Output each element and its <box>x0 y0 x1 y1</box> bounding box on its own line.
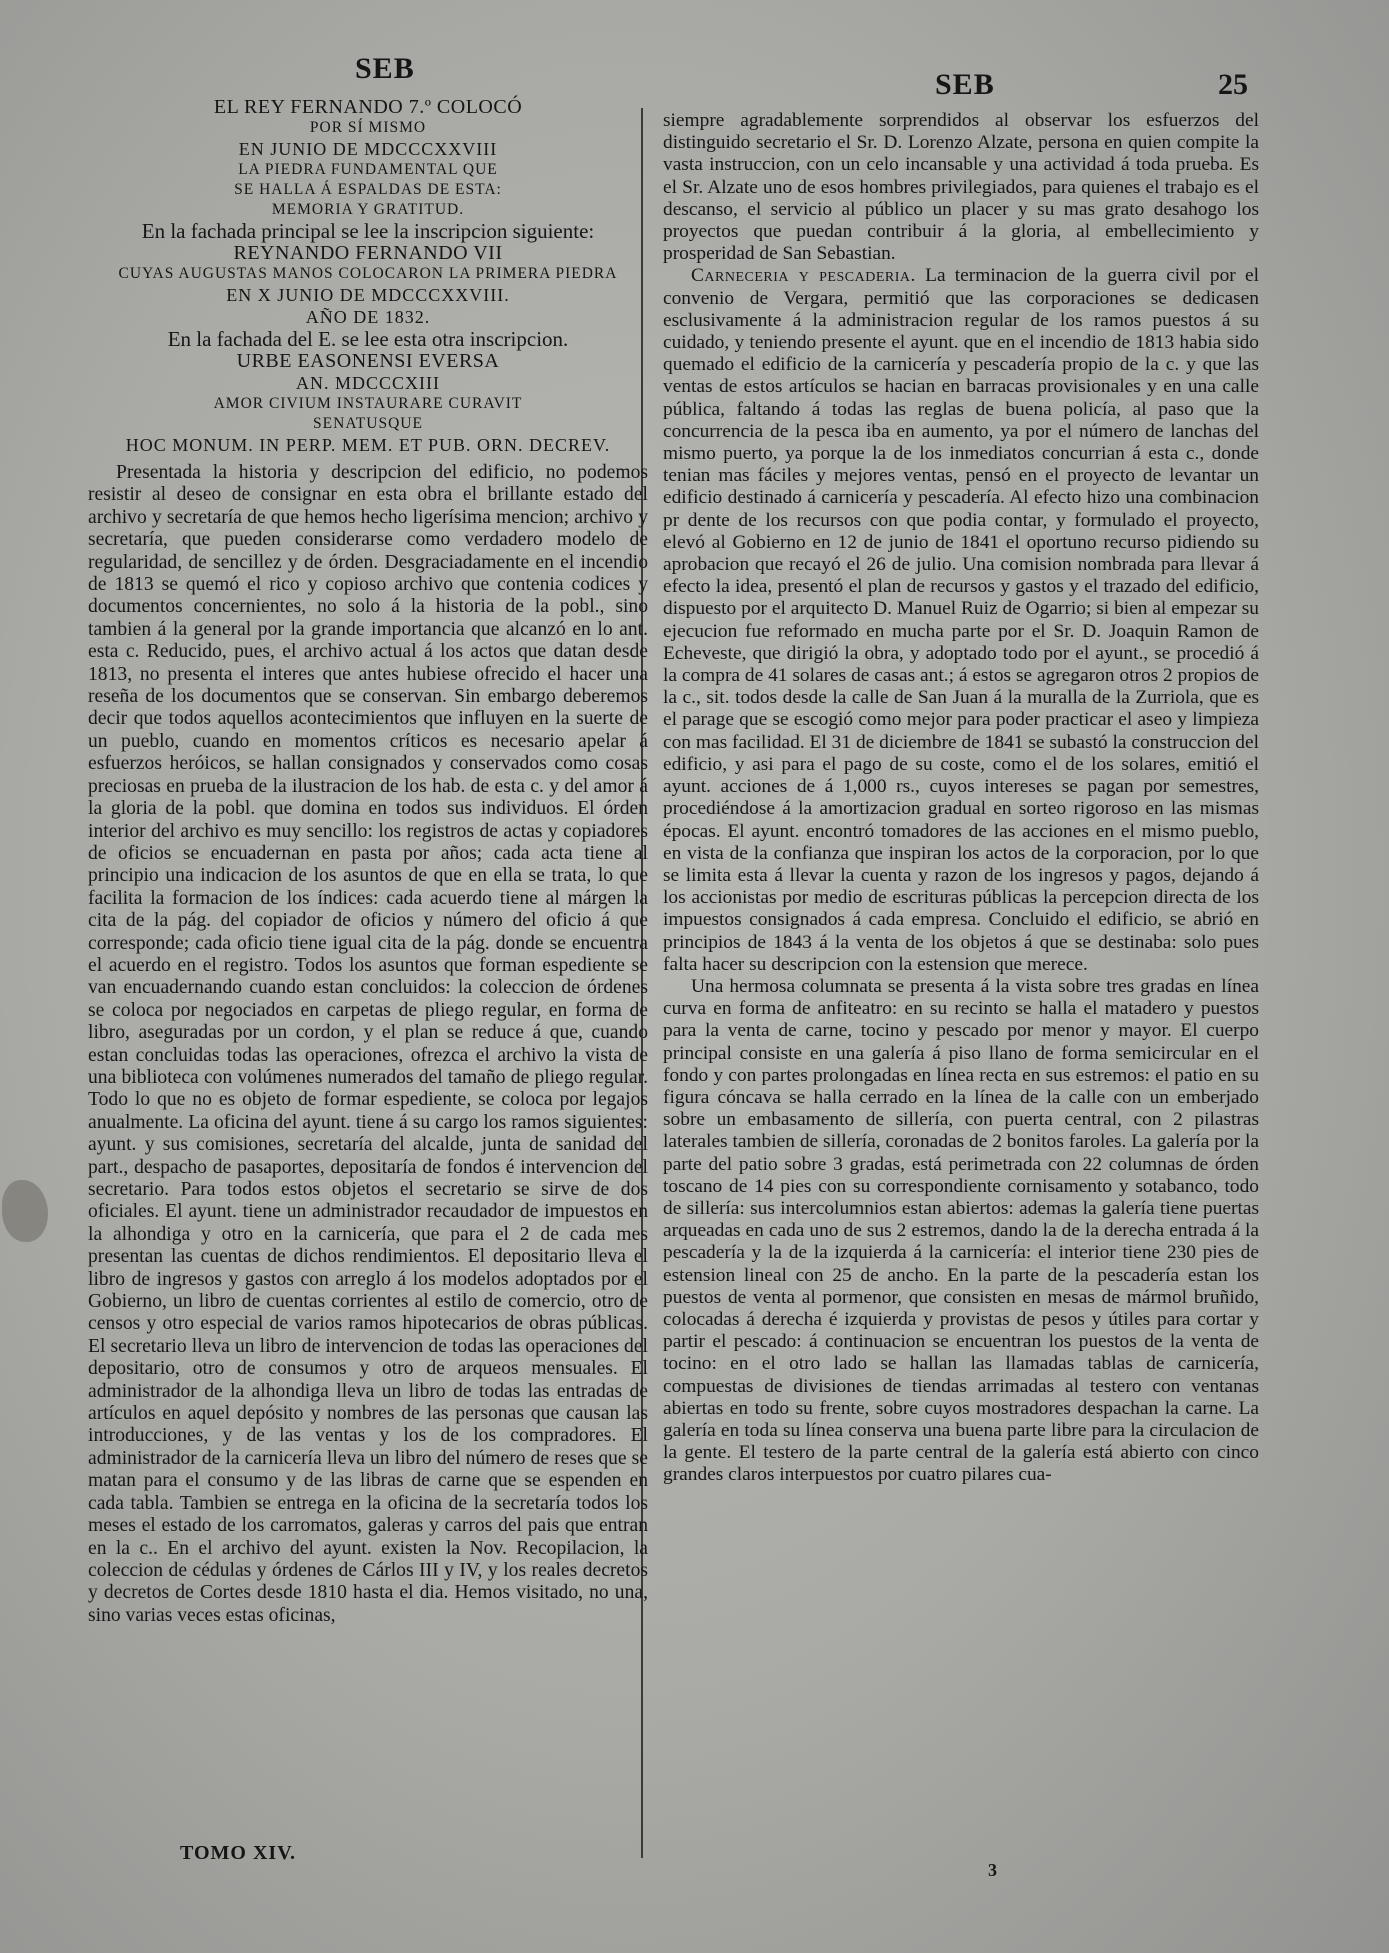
left-running-head: SEB <box>355 52 415 85</box>
inscription-two-line: AÑO DE 1832. <box>305 307 431 327</box>
inscription-two-line: REYNANDO FERNANDO VII <box>233 242 503 264</box>
inscription-three-line: HOC MONUM. IN PERP. MEM. ET PUB. ORN. DECREV. <box>125 435 611 455</box>
inscription-one-line: EL REY FERNANDO 7.º COLOCÓ <box>213 96 523 118</box>
right-body-paragraph-three: Una hermosa columnata se presenta á la vista sobre tres gradas en línea curva en forma de anfiteatro: en su recinto se halla el matadero y puestos para la venta de carne, tocino y pescado por menor y mayor. El cuerpo principal consiste en una galería á piso llano de forma semicircular en el fondo y con partes prolongadas en línea recta en sus estremos: el patio en su figura cóncava se halla cerrado en la línea de la calle con un emberjado sobre un embasamento de sillería, con puerta central, con 2 pilastras laterales tambien de sillería, coronadas de 2 bonitos faroles. La galería por la parte del patio sobre 3 gradas, está perimetrada con 22 columnas de órden toscano de 14 pies con su correspondiente cornisamento y sotabanco, todo de sillería: sus intercolumnios estan abiertos: ademas la galería tiene puertas arqueadas en cada uno de sus 2 estremos, dando la de la derecha entrada á la pescadería y la de la izquierda á la carnicería: el interior tiene 230 pies de estension lineal con 25 de ancho. En la parte de la pescadería estan los puestos de venta al pormenor, que consisten en mesas de mármol bruñido, colocadas á derecha é izquierda y provistas de pesos y útiles para cortar y partir el pescado: á continuacion se encuentran los puestos de la venta de tocino: en el otro lado se hallan las llamadas tablas de carnicería, compuestas de divisiones de tiendas arrimadas al testero con ventanas abiertas en todo su frente, sobre cuyos mostradores despachan la carne. La galería en toda su línea conserva una buena parte libre para la circulacion de la gente. El testero de la parte central de la galería está abierto con cinco grandes claros interpuestos por cuatro pilares cua- <box>663 975 1259 1486</box>
left-body-paragraph: Presentada la historia y descripcion del edificio, no podemos resistir al deseo de consignar en esta obra el brillante estado del archivo y secretaría de que hemos hecho ligerísima mencion; archivo y secretaría, que pueden considerarse como verdadero modelo de regularidad, de sencillez y de órden. Desgraciadamente en el incendio de 1813 se quemó el rico y copioso archivo que contenia codices y documentos concernientes, no solo á la historia de la pobl., sino tambien á la general por la grande importancia que alcanzó en lo ant. esta c. Reducido, pues, el archivo actual á los actos que datan desde 1813, no presenta el interes que antes hubiese ofrecido el hacer una reseña de los documentos que se conservan. Sin embargo deberemos decir que todos aquellos acontecimientos que influyen en la suerte de un pueblo, cuando en momentos críticos es necesario apelar á esfuerzos heróicos, se hallan consignados y conservados como cosas preciosas en prueba de la ilustracion de los hab. de esta c. y del amor á la gloria de la pobl. que domina en todos sus individuos. El órden interior del archivo es muy sencillo: los registros de actas y copiadores de oficios se encuadernan en pasta por años; cada acta tiene al principio una indicacion de los asuntos de que en ella se trata, lo que facilita la formacion de los índices: cada acuerdo tiene al márgen la cita de la pág. del copiador de oficios y número del oficio á que corresponde; cada oficio tiene igual cita de la pág. donde se encuentra el acuerdo en el registro. Todos los asuntos que forman espediente se van encuadernando cuando estan concluidos: la coleccion de órdenes se coloca por negociados en carpetas de pliego regular, en forma de libro, aseguradas por un cordon, y el plan se reduce á que, cuando estan concluidas todas las operaciones, ofrezca el archivo la vista de una biblioteca con volúmenes numerados del tamaño de pliego regular. Todo lo que no es objeto de formar espediente, se coloca por legajos anualmente. La oficina del ayunt. tiene á su cargo los ramos siguientes: ayunt. y sus comisiones, secretaría del alcalde, junta de sanidad del part., despacho de pasaportes, depositaría de fondos é intervencion del secretario. Para todos estos objetos el secretario se sirve de dos oficiales. El ayunt. tiene un administrador recaudador de impuestos en la alhondiga y otro en la carnicería, que para el 2 de cada mes presentan las cuentas de dichos rendimientos. El depositario lleva el libro de ingresos y gastos con arreglo á los modelos adoptados por el Gobierno, un libro de cuentas corrientes al estilo de comercio, otro de censos y otro especial de varios ramos hipotecarios de obras públicas. El secretario lleva un libro de intervencion de todas las operaciones del depositario, otro de consumos y otro de arqueos mensuales. El administrador de la alhondiga lleva un libro de todas las entradas de artículos en aquel depósito y nombres de las personas que causan las introducciones, y de las ventas y los de los compradores. El administrador de la carnicería lleva un libro del número de reses que se matan para el consumo y de las libras de carne que se espenden en cada tabla. Tambien se entrega en la oficina de la secretaría todos los meses el estado de los carromatos, galeras y carros del pais que entran en la c.. En el archivo del ayunt. existen la Nov. Recopilacion, la coleccion de cédulas y órdenes de Cárlos III y IV, y los reales decretos y decretos de Cortes desde 1810 hasta el dia. Hemos visitado, no una, sino varias veces estas oficinas, <box>88 462 648 1626</box>
signature-mark: 3 <box>988 1860 997 1880</box>
inscription-three-intro: En la fachada del E. se lee esta otra inscripcion. <box>167 327 569 351</box>
inscription-two-intro: En la fachada principal se lee la inscripcion siguiente: <box>141 219 595 243</box>
inscription-one-line: MEMORIA Y GRATITUD. <box>271 201 465 218</box>
section-heading-carniceria: Carneceria y pescaderia. <box>691 265 916 287</box>
section-text-carniceria: La terminacion de la guerra civil por el convenio de Vergara, permitió que las corporaciones se dedicasen esclusivamente á la administracion regular de los ramos puestos á su cuidado, y teniendo presente el ayunt. que en el incendio de 1813 habia sido quemado el edificio de la carnicería y pescadería propio de la c. y que las ventas de estos artículos se hacian en barracas provisionales y en una calle pública, faltando á todas las reglas de buena policía, al paso que la concurrencia de la pesca iba en aumento, ya por el número de lanchas del mismo puerto, ya porque la de los inmediatos concurrian á esta c., donde tenian mas fáciles y mejores ventas, pensó en el proyecto de levantar un edificio destinado á carnicería y pescadería. Al efecto hizo una combinacion pr dente de los recursos con que podia contar, y formulado el proyecto, elevó al Gobierno en 12 de junio de 1841 el oportuno recurso pidiendo su aprobacion que recayó el 26 de julio. Una comision nombrada para llevar á efecto la idea, presentó el plan de recursos y gastos y el trazado del edificio, dispuesto por el arquitecto D. Manuel Ruiz de Ogarrio; si bien al empezar su ejecucion fue reformado en mucha parte por el Sr. D. Joaquin Ramon de Echeveste, que dirigió la obra, y adoptado todo por el ayunt., se procedió á la compra de 41 solares de casas ant.; á estos se agregaron otros 2 propios de la c., sit. todos desde la calle de San Juan á la muralla de la Zurriola, que es el parage que se escogió como mejor para poder practicar el aseo y limpieza con mas facilidad. El 31 de diciembre de 1841 se subastó la construccion del edificio, y asi para el pago de su coste, como el de los solares, emitió el ayunt. acciones de á 1,000 rs., cuyos intereses se pagan por semestres, procediéndose á la amortizacion gradual en sorteo rigoroso en las mismas épocas. El ayunt. encontró tomadores de las acciones en el mismo pueblo, en vista de la confianza que inspiran los actos de la corporacion, por lo que se limita esta á llevar la cuenta y razon de los ingresos y pagos, dejando á los accionistas por medio de escrituras públicas la percepcion directa de los impuestos consignados á cada empresa. Concluido el edificio, se abrió en principios de 1843 á la venta de los objetos á que se destinaba: solo pues falta hacer su descripcion con la estension que merece. <box>663 265 1259 975</box>
inscription-one-line: POR SÍ MISMO <box>309 119 427 136</box>
right-running-head: SEB <box>935 68 995 101</box>
right-body-paragraph-one: siempre agradablemente sorprendidos al observar los esfuerzos del distinguido secretario el Sr. D. Lorenzo Alzate, persona en quien compite la vasta instruccion, con un celo incansable y una actividad á toda prueba. Es el Sr. Alzate uno de esos hombres privilegiados, para quienes el trabajo es el descanso, el servicio al público un placer y su mas grato desahogo los proyectos que puedan contribuir á la gloria, al embellecimiento y prosperidad de San Sebastian. <box>663 110 1259 265</box>
inscription-two-line: EN X JUNIO DE MDCCCXXVIII. <box>226 285 510 305</box>
inscription-three-line: AMOR CIVIUM INSTAURARE CURAVIT <box>213 395 523 412</box>
inscription-one-line: SE HALLA Á ESPALDAS DE ESTA: <box>234 181 502 198</box>
inscription-one-line: LA PIEDRA FUNDAMENTAL QUE <box>238 161 498 178</box>
inscription-three-line: URBE EASONENSI EVERSA <box>236 350 500 372</box>
inscription-two-line: CUYAS AUGUSTAS MANOS COLOCARON LA PRIMERA PIEDRA <box>118 265 618 282</box>
right-column <box>663 110 1259 1487</box>
inscription-three-line: AN. MDCCCXIII <box>295 373 440 393</box>
inscription-three-line: SENATUSQUE <box>313 415 423 432</box>
inscription-one-line: EN JUNIO DE MDCCCXXVIII <box>238 139 498 159</box>
page-stain <box>2 1180 48 1242</box>
left-column <box>88 96 648 1627</box>
page-number: 25 <box>1218 68 1248 101</box>
right-body-paragraph-two <box>663 265 1259 976</box>
volume-label: TOMO XIV. <box>180 1842 297 1864</box>
